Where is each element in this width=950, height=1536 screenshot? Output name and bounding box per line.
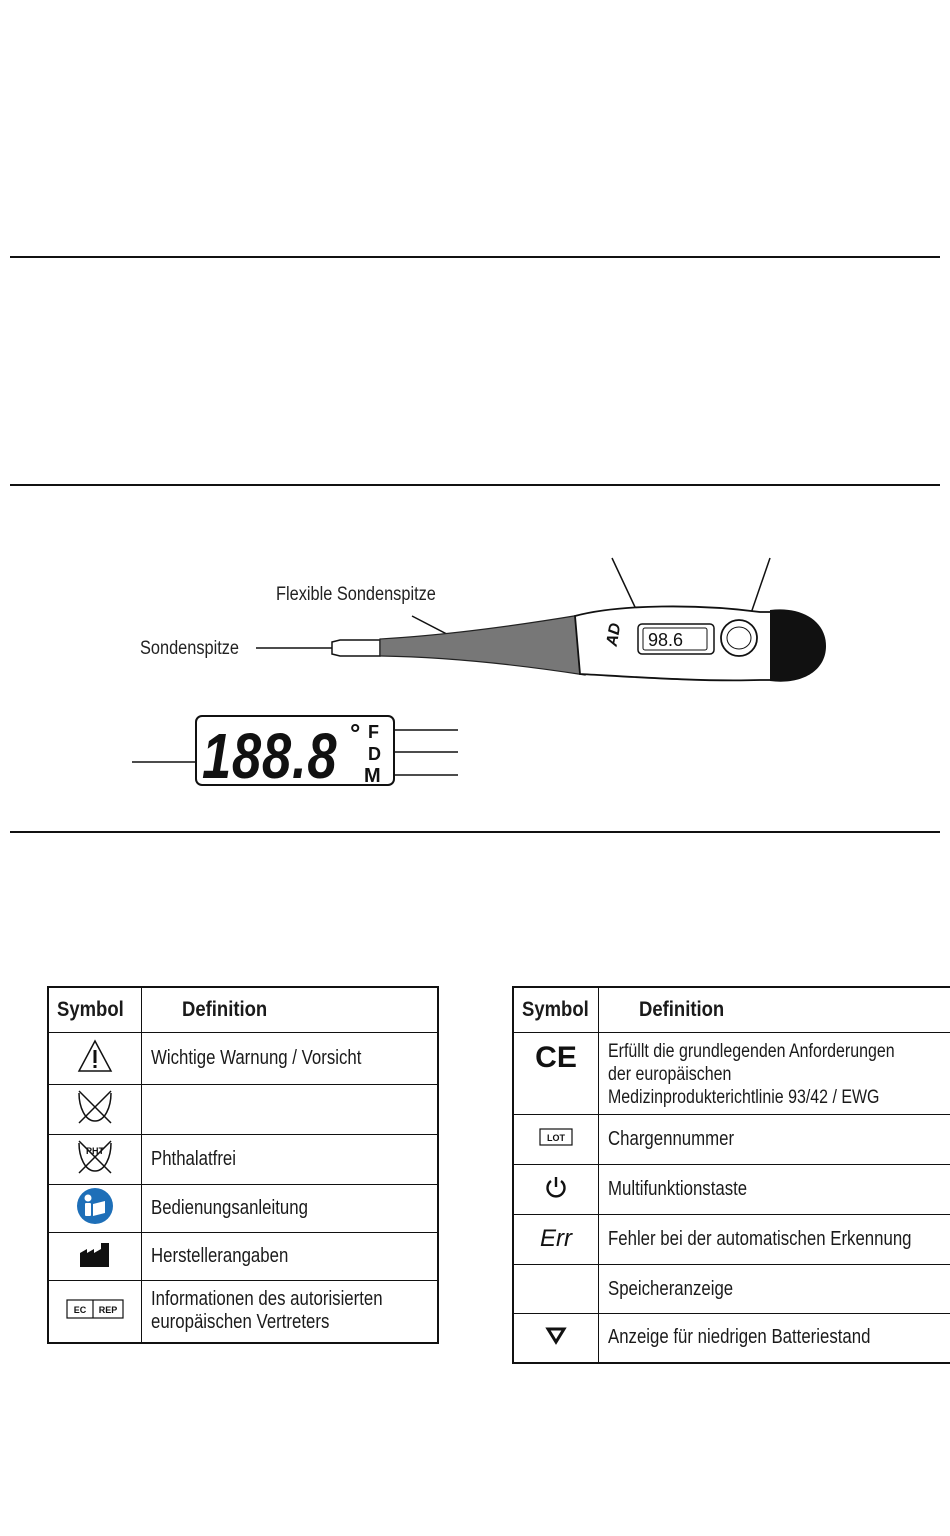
lcd-unit-f: F	[368, 722, 379, 742]
header-symbol: Symbol	[513, 987, 598, 1033]
table-row	[513, 1033, 950, 1115]
table-row	[513, 1265, 950, 1314]
table-row	[48, 1233, 438, 1281]
table-row	[513, 1314, 950, 1363]
table-row	[513, 1215, 950, 1265]
table-row	[513, 1115, 950, 1165]
definition-cell: Phthalatfrei	[142, 1135, 439, 1185]
instructions-manual-icon	[48, 1185, 142, 1233]
table-row	[48, 1033, 438, 1085]
definition-cell: Herstellerangaben	[142, 1233, 439, 1281]
table-header	[48, 987, 438, 1033]
power-icon	[513, 1165, 598, 1215]
section-rule-3	[10, 831, 940, 833]
thermometer-diagram	[0, 540, 950, 700]
table-row	[513, 1165, 950, 1215]
definition-cell: Wichtige Warnung / Vorsicht	[142, 1033, 439, 1085]
table-row	[48, 1135, 438, 1185]
definition-cell: Fehler bei der automatischen Erkennung	[598, 1215, 950, 1265]
flexible-probe	[380, 615, 585, 675]
lcd-memory: M	[364, 765, 381, 787]
definition-cell: Speicheranzeige	[598, 1265, 950, 1314]
manufacturer-icon	[48, 1233, 142, 1281]
header-definition: Definition	[598, 987, 950, 1033]
ce-mark-icon	[513, 1033, 598, 1115]
low-battery-icon	[513, 1314, 598, 1363]
svg-text:Err: Err	[539, 1225, 572, 1252]
device-display-value: 98.6	[648, 630, 684, 650]
lcd-display-diagram	[0, 708, 950, 792]
definition-cell: Bedienungsanleitung	[142, 1185, 439, 1233]
section-rule-1	[10, 256, 940, 258]
definition-cell: Informationen des autorisierten europäischen Vertreters	[142, 1281, 439, 1343]
table-row	[48, 1085, 438, 1135]
label-probe-tip: Sondenspitze	[140, 638, 240, 659]
ec-rep-icon	[48, 1281, 142, 1343]
brand-logo: AD	[603, 621, 625, 648]
lcd-degree: °	[350, 718, 361, 748]
header-definition: Definition	[142, 987, 439, 1033]
thermometer-cap	[770, 609, 826, 681]
section-rule-2	[10, 484, 940, 486]
svg-text:EC: EC	[73, 1304, 87, 1315]
svg-text:CE: CE	[535, 1041, 577, 1071]
symbol-table-left	[47, 986, 439, 1344]
symbol-table-right	[512, 986, 950, 1364]
table-row	[48, 1185, 438, 1233]
svg-text:LOT: LOT	[546, 1133, 565, 1143]
svg-text:REP: REP	[98, 1304, 118, 1315]
metal-probe-tip	[332, 640, 380, 656]
phthalate-free-icon	[48, 1135, 142, 1185]
header-symbol: Symbol	[48, 987, 142, 1033]
definition-cell: Anzeige für niedrigen Batteriestand	[598, 1314, 950, 1363]
warning-triangle-icon	[48, 1033, 142, 1085]
table-header	[513, 987, 950, 1033]
lcd-digits: 188.8	[202, 721, 338, 792]
err-icon	[513, 1215, 598, 1265]
lot-icon	[513, 1115, 598, 1165]
memory-symbol-cell	[513, 1265, 598, 1314]
definition-cell: Erfüllt die grundlegenden Anforderungen der europäischen Medizinprodukterichtlinie 93/42 / EWG	[598, 1033, 950, 1115]
table-row	[48, 1281, 438, 1343]
lcd-unit-c: D	[368, 744, 381, 764]
latex-free-icon	[48, 1085, 142, 1135]
definition-cell	[142, 1085, 439, 1135]
label-flexible-tip: Flexible Sondenspitze	[276, 584, 436, 605]
svg-text:PHT: PHT	[86, 1146, 104, 1156]
definition-cell: Chargennummer	[598, 1115, 950, 1165]
definition-cell: Multifunktionstaste	[598, 1165, 950, 1215]
